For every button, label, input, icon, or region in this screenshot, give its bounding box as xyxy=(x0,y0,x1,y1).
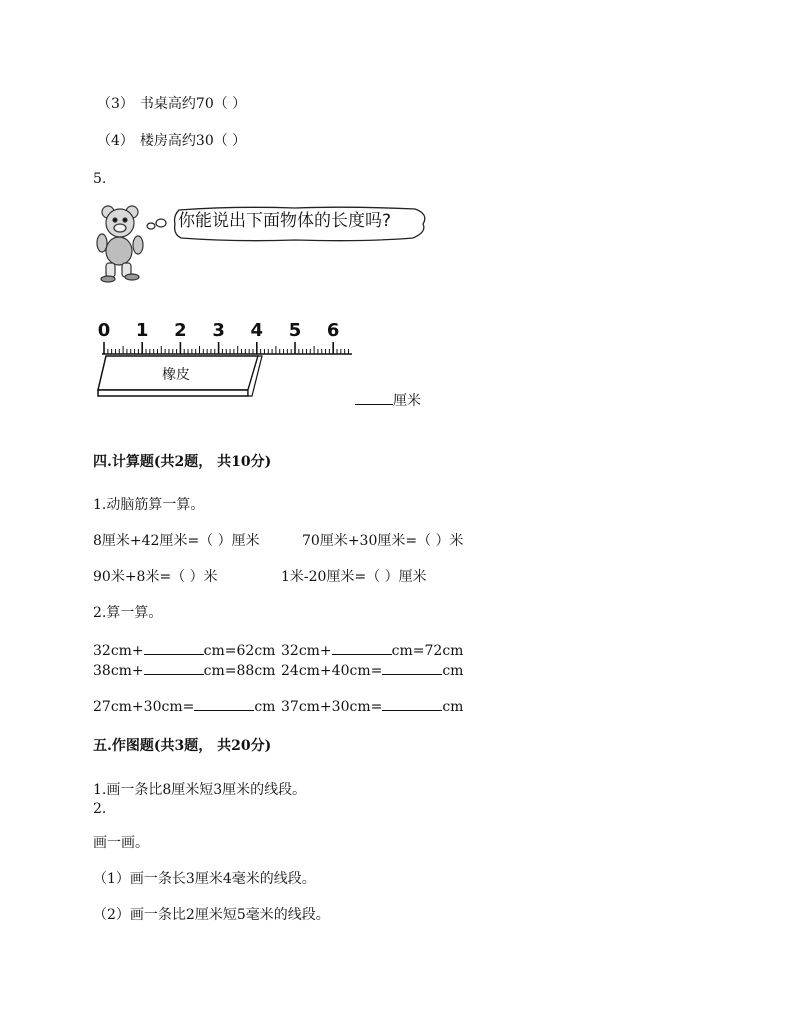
ruler-figure xyxy=(90,318,370,408)
ruler-label-4: 4 xyxy=(250,320,264,341)
fill-row-2b xyxy=(281,661,463,680)
fill-row-3a-pre: 27cm+30cm= xyxy=(93,699,195,715)
fill-row-3a-post: cm xyxy=(254,699,276,715)
item-3 xyxy=(97,95,246,113)
fill-blank-1b[interactable] xyxy=(332,641,392,655)
fill-row-1b-pre: 32cm+ xyxy=(281,643,332,659)
fill-row-3a xyxy=(93,697,275,716)
fill-row-1a-pre: 32cm+ xyxy=(93,643,144,659)
fill-row-3b-post: cm xyxy=(442,699,464,715)
eraser-front-face xyxy=(98,390,248,396)
item-3-text: 书桌高约70（ ） xyxy=(139,96,247,112)
fill-row-3b xyxy=(281,697,463,716)
fill-blank-3b[interactable] xyxy=(382,697,442,711)
fill-row-1b xyxy=(281,641,463,660)
ruler-label-3: 3 xyxy=(212,320,225,341)
ruler-ticks xyxy=(104,342,348,354)
fill-row-2a xyxy=(93,661,275,680)
section-4-q2-title: 2.算一算。 xyxy=(93,605,163,621)
speech-bubble-text: 你能说出下面物体的长度吗? xyxy=(178,211,392,231)
question-5-number: 5. xyxy=(93,171,107,187)
calc-2b: 1米-20厘米=（ ）厘米 xyxy=(281,569,427,585)
fill-blank-1a[interactable] xyxy=(144,641,204,655)
section-5-q2-item-1: （1）画一条长3厘米4毫米的线段。 xyxy=(93,871,316,887)
eraser-label: 橡皮 xyxy=(162,367,190,383)
item-3-num: （3） xyxy=(97,96,134,112)
fill-blank-3a[interactable] xyxy=(194,697,254,711)
section-4-q1-title: 1.动脑筋算一算。 xyxy=(93,497,205,513)
section-5-q2-item-2: （2）画一条比2厘米短5毫米的线段。 xyxy=(93,907,330,923)
section-5-q2-title: 画一画。 xyxy=(93,835,149,851)
fill-row-2b-pre: 24cm+40cm= xyxy=(281,663,383,679)
item-4-text: 楼房高约30（ ） xyxy=(139,133,247,149)
fill-row-1a-post: cm=62cm xyxy=(203,643,276,659)
eraser-answer xyxy=(355,391,421,410)
fill-row-1b-post: cm=72cm xyxy=(391,643,464,659)
fill-row-2a-post: cm=88cm xyxy=(203,663,276,679)
calc-2a: 90米+8米=（ ）米 xyxy=(93,569,218,585)
section-5-q2-number: 2. xyxy=(93,801,107,817)
fill-row-3b-pre: 37cm+30cm= xyxy=(281,699,383,715)
bear-mascot-icon xyxy=(92,203,152,283)
fill-row-2a-pre: 38cm+ xyxy=(93,663,144,679)
ruler-number-labels xyxy=(98,320,340,341)
item-4-num: （4） xyxy=(97,133,134,149)
fill-blank-2a[interactable] xyxy=(144,661,204,675)
section-4-title: 四.计算题(共2题， 共10分) xyxy=(93,454,272,470)
eraser-answer-unit: 厘米 xyxy=(393,393,421,409)
ruler-label-0: 0 xyxy=(97,320,111,341)
ruler-label-2: 2 xyxy=(174,320,187,341)
ruler-label-6: 6 xyxy=(326,320,340,341)
ruler-label-5: 5 xyxy=(288,320,302,341)
calc-1a: 8厘米+42厘米=（ ）厘米 xyxy=(93,533,260,549)
item-4 xyxy=(97,132,246,150)
fill-row-2b-post: cm xyxy=(442,663,464,679)
calc-1b: 70厘米+30厘米=（ ）米 xyxy=(302,533,464,549)
fill-row-1a xyxy=(93,641,275,660)
eraser-answer-blank[interactable] xyxy=(355,391,393,405)
section-5-title: 五.作图题(共3题， 共20分) xyxy=(93,738,272,754)
section-5-q1: 1.画一条比8厘米短3厘米的线段。 xyxy=(93,782,307,798)
fill-blank-2b[interactable] xyxy=(382,661,442,675)
ruler-label-1: 1 xyxy=(135,320,149,341)
